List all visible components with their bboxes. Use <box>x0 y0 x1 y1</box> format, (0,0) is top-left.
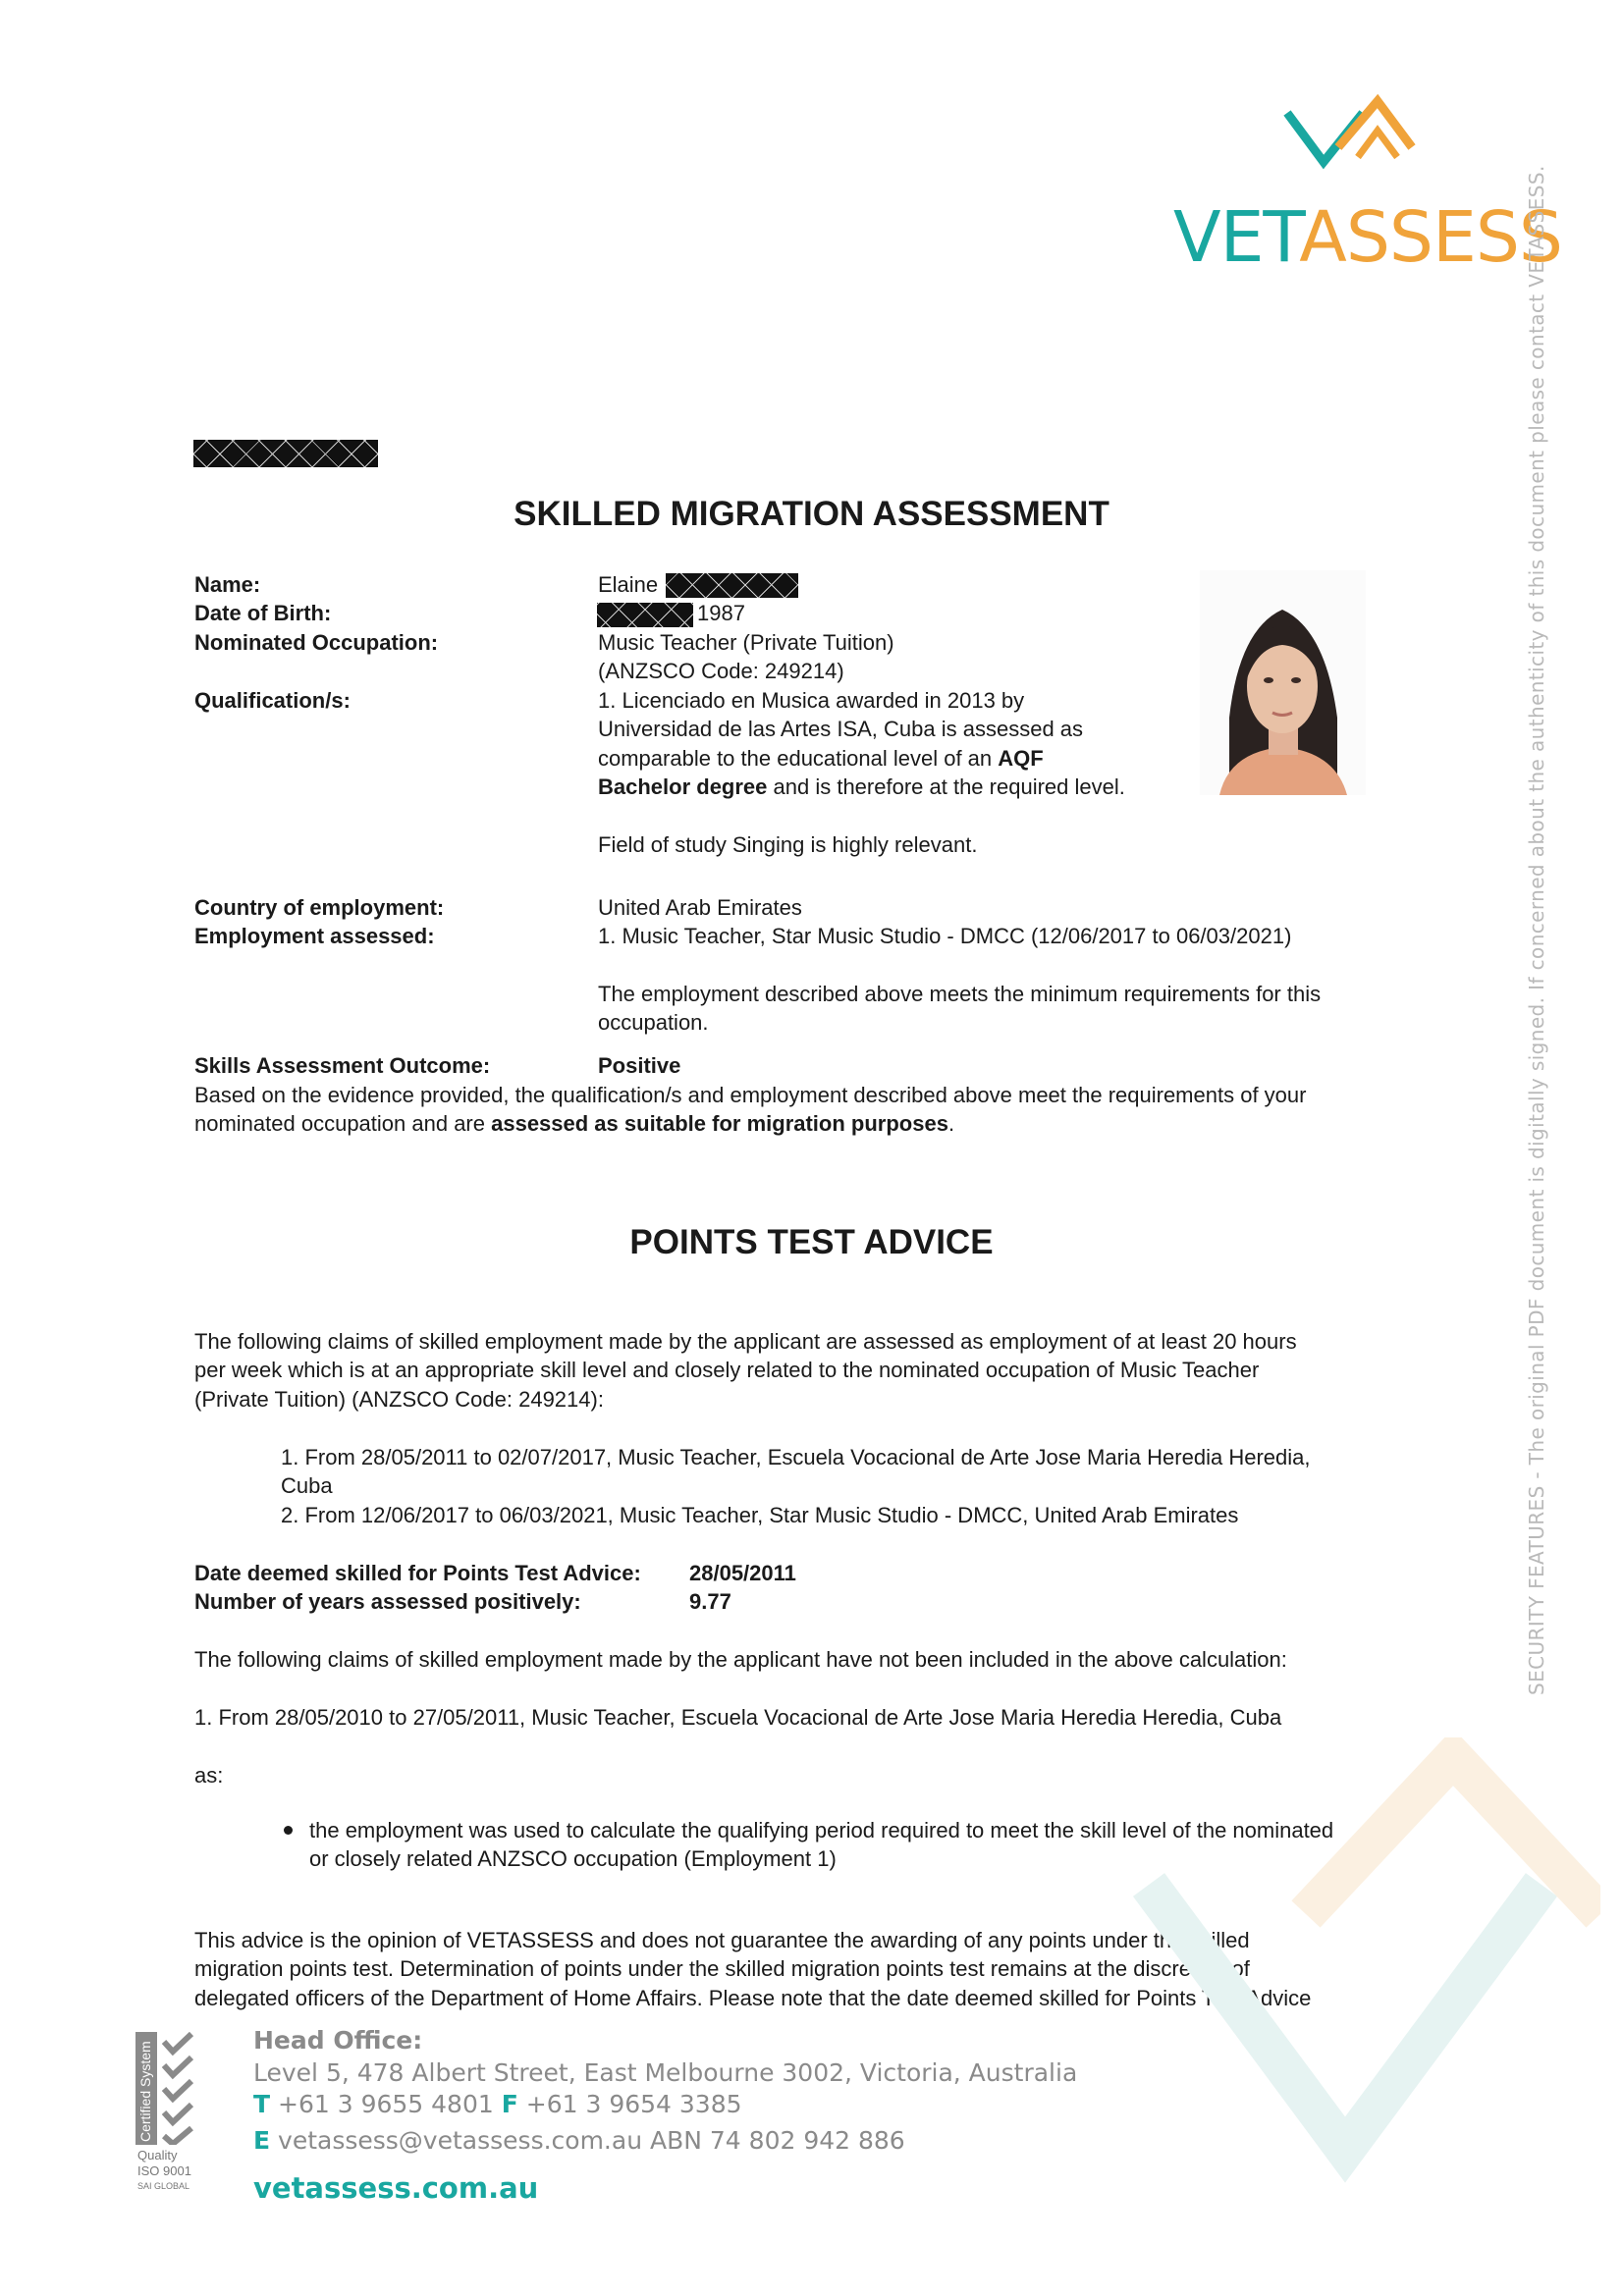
bullet-line1: the employment was used to calculate the qualifying period required to meet the skill level of the nominated <box>309 1818 1334 1842</box>
label-name: Name: <box>194 572 261 597</box>
value-field-of-study: Field of study Singing is highly relevant. <box>598 832 978 857</box>
cert-iso: ISO 9001 <box>137 2163 191 2178</box>
disclaimer-line1: This advice is the opinion of VETASSESS and does not guarantee the awarding of any points under the skilled <box>194 1928 1250 1952</box>
value-name: Elaine <box>598 572 659 597</box>
points-intro-line1: The following claims of skilled employment made by the applicant are assessed as employment of at least 20 hours <box>194 1329 1297 1354</box>
points-item2: 2. From 12/06/2017 to 06/03/2021, Music Teacher, Star Music Studio - DMCC, United Arab Emirates <box>281 1503 1239 1527</box>
checkmark-stack-icon <box>161 2032 194 2145</box>
vetassess-logo <box>1173 93 1563 280</box>
disclaimer-line3: delegated officers of the Department of Home Affairs. Please note that the date deemed skilled for Points Test Advice <box>194 1986 1312 2010</box>
footer-email: vetassess@vetassess.com.au <box>278 2126 643 2155</box>
certification-badge <box>135 2032 214 2199</box>
label-country-of-employment: Country of employment: <box>194 895 445 920</box>
cert-sai: SAI GLOBAL <box>137 2181 190 2191</box>
outcome-text-suitable: assessed as suitable for migration purposes <box>491 1111 948 1136</box>
as-text: as: <box>194 1763 224 1788</box>
value-qualification-line4 <box>598 773 1125 802</box>
watermark-chevron-graphic <box>1129 1737 1600 2228</box>
outcome-text-period: . <box>947 1111 955 1136</box>
label-qualifications: Qualification/s: <box>194 688 351 713</box>
footer-head-office: Head Office: <box>253 2026 423 2055</box>
value-employment-note-line1: The employment described above meets the minimum requirements for this <box>598 982 1322 1006</box>
label-nominated-occupation: Nominated Occupation: <box>194 630 439 655</box>
logo-text-assess: ASSESS <box>1299 196 1563 278</box>
value-years-assessed: 9.77 <box>689 1589 731 1614</box>
outcome-text-line1: Based on the evidence provided, the qualification/s and employment described above meet the requirements of your <box>194 1083 1307 1107</box>
footer-phone: +61 3 9655 4801 <box>278 2090 494 2118</box>
points-intro-line3: (Private Tuition) (ANZSCO Code: 249214): <box>194 1387 604 1412</box>
value-outcome: Positive <box>598 1053 681 1078</box>
points-item1-line2: Cuba <box>281 1473 333 1498</box>
footer-abn: ABN 74 802 942 886 <box>650 2126 905 2155</box>
value-qualification-line3 <box>598 744 1044 774</box>
logo-mark-icon <box>1279 93 1427 191</box>
value-birth-year: 1987 <box>697 601 745 625</box>
footer-t-label: T <box>253 2090 271 2118</box>
points-intro-line2: per week which is at an appropriate skill level and closely related to the nominated occupation of Music Teacher <box>194 1358 1260 1382</box>
bullet-line2: or closely related ANZSCO occupation (Employment 1) <box>309 1846 837 1871</box>
footer-website[interactable]: vetassess.com.au <box>253 2171 539 2205</box>
footer-fax: +61 3 9654 3385 <box>525 2090 742 2118</box>
qual-text-comparable: comparable to the educational level of an <box>598 746 999 771</box>
value-qualification-line1: 1. Licenciado en Musica awarded in 2013 by <box>598 688 1025 713</box>
outcome-text-nominated: nominated occupation and are <box>194 1111 492 1136</box>
label-date-deemed-skilled: Date deemed skilled for Points Test Advice: <box>194 1561 641 1585</box>
qual-text-bachelor: Bachelor degree <box>598 774 768 799</box>
value-employment: 1. Music Teacher, Star Music Studio - DMCC (12/06/2017 to 06/03/2021) <box>598 924 1292 948</box>
footer-email-row <box>253 2126 905 2155</box>
footer-f-label: F <box>501 2090 518 2118</box>
excluded-item: 1. From 28/05/2010 to 27/05/2011, Music Teacher, Escuela Vocacional de Arte Jose Maria Heredia Heredia, Cuba <box>194 1705 1282 1730</box>
cert-vertical-text: Certified System <box>137 2041 153 2142</box>
value-date-deemed-skilled: 28/05/2011 <box>689 1561 796 1585</box>
security-features-text: SECURITY FEATURES - The original PDF document is digitally signed. If concerned about the authenticity of this document please contact VETASSESS. <box>1525 165 1548 1695</box>
redacted-surname <box>666 573 798 598</box>
qual-text-aqf: AQF <box>998 746 1044 771</box>
label-years-assessed: Number of years assessed positively: <box>194 1589 581 1614</box>
value-occupation-line1: Music Teacher (Private Tuition) <box>598 630 894 655</box>
page-title-skilled-migration: SKILLED MIGRATION ASSESSMENT <box>514 495 1109 533</box>
footer-e-label: E <box>253 2126 271 2155</box>
footer-address: Level 5, 478 Albert Street, East Melbourne 3002, Victoria, Australia <box>253 2058 1078 2087</box>
redacted-reference <box>193 440 378 467</box>
value-employment-note-line2: occupation. <box>598 1010 709 1035</box>
excluded-intro: The following claims of skilled employment made by the applicant have not been included in the above calculation: <box>194 1647 1287 1672</box>
redacted-birth-day-month <box>597 603 693 627</box>
cert-quality: Quality <box>137 2148 178 2163</box>
label-employment-assessed: Employment assessed: <box>194 924 435 948</box>
value-qualification-line2: Universidad de las Artes ISA, Cuba is assessed as <box>598 717 1084 741</box>
value-occupation-line2: (ANZSCO Code: 249214) <box>598 659 844 683</box>
qual-text-required-level: and is therefore at the required level. <box>767 774 1125 799</box>
points-item1-line1: 1. From 28/05/2011 to 02/07/2017, Music Teacher, Escuela Vocacional de Arte Jose Maria Heredia Heredia, <box>281 1445 1311 1469</box>
disclaimer-line2: migration points test. Determination of points under the skilled migration points test remains at the discretion of <box>194 1956 1250 1981</box>
applicant-portrait-image <box>1200 570 1366 795</box>
section-title-points-test-advice: POINTS TEST ADVICE <box>629 1223 994 1261</box>
label-skills-assessment-outcome: Skills Assessment Outcome: <box>194 1053 491 1078</box>
bullet-dot <box>284 1826 293 1835</box>
label-date-of-birth: Date of Birth: <box>194 601 332 625</box>
footer-phone-row <box>253 2090 742 2118</box>
logo-text-vet: VET <box>1173 196 1300 278</box>
applicant-photo <box>1200 570 1366 795</box>
value-country: United Arab Emirates <box>598 895 802 920</box>
outcome-text-line2 <box>194 1109 954 1139</box>
